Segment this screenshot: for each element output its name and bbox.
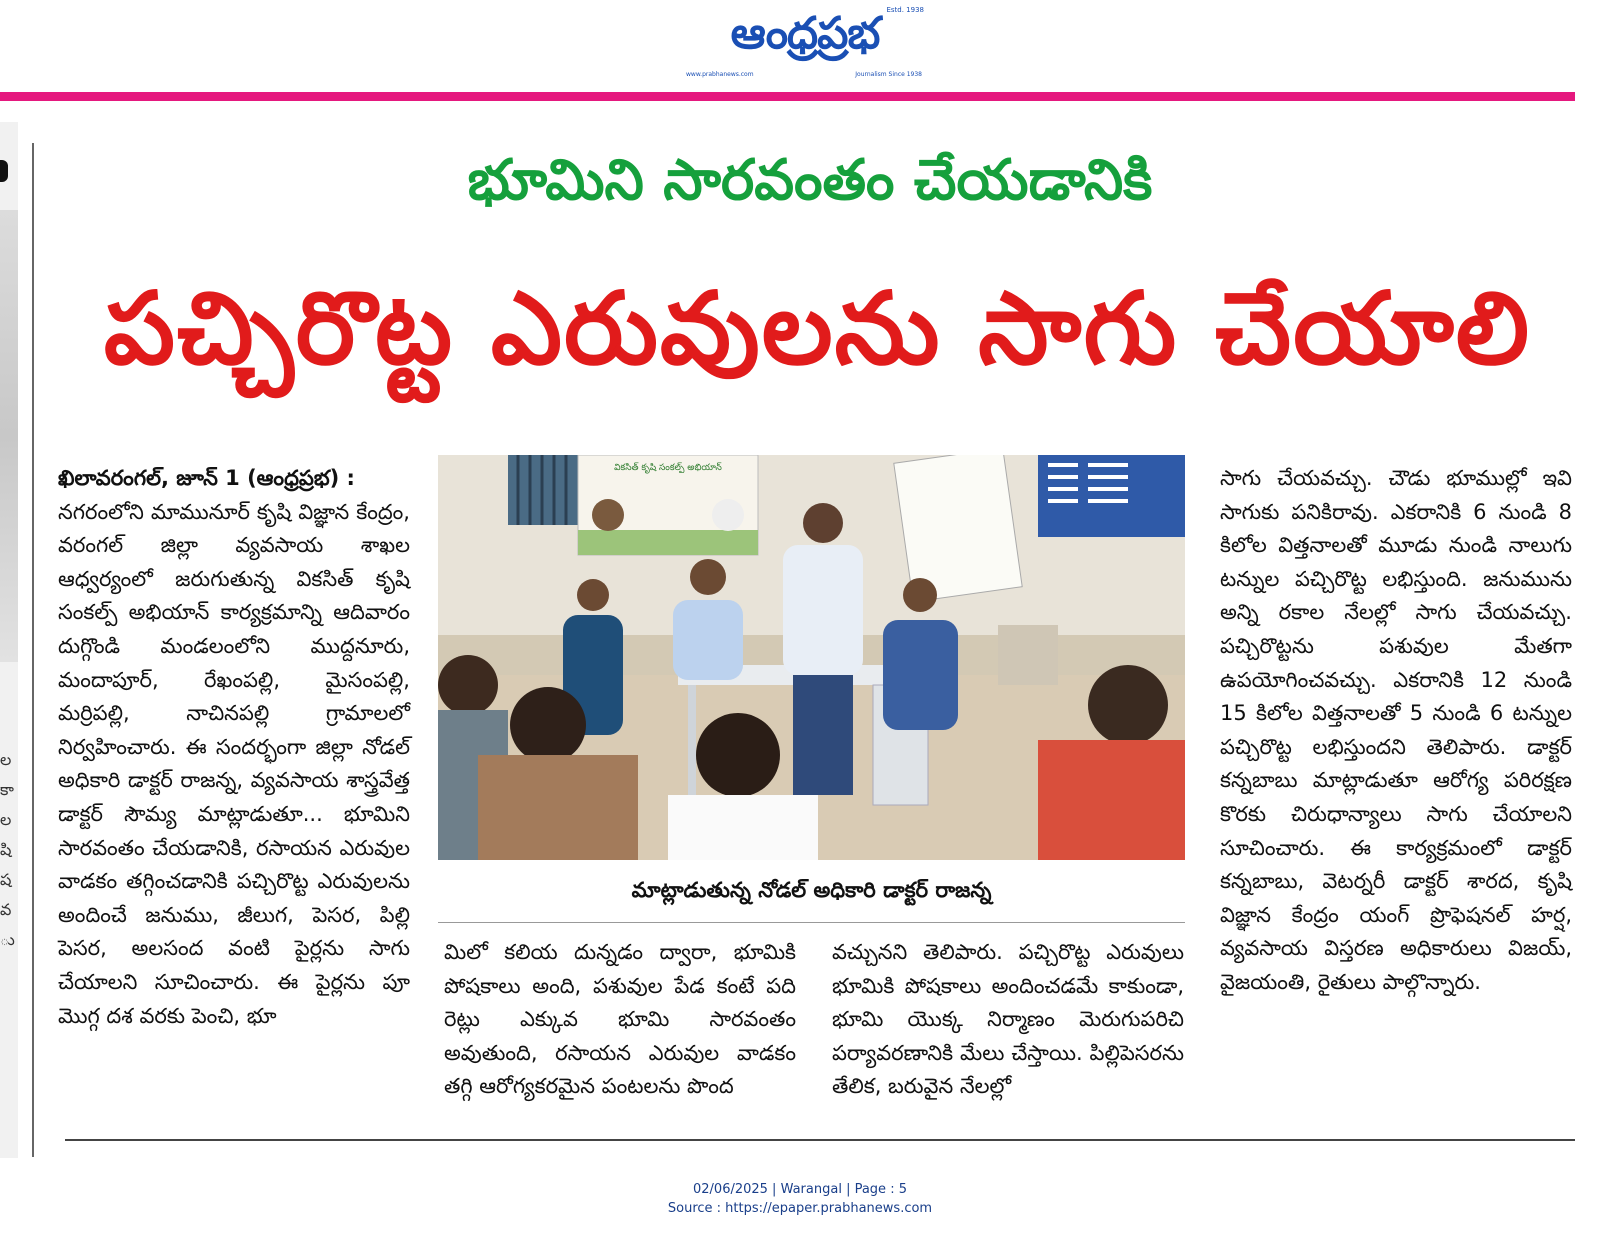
article-column-2: [444, 936, 796, 1104]
article-bottom-rule: [65, 1139, 1575, 1141]
column-rule: [32, 143, 34, 1157]
adjacent-char: ు: [0, 930, 15, 949]
photo-caption: మాట్లాడుతున్న నోడల్ అధికారి డాక్టర్ రాజన్న: [631, 878, 992, 902]
article-column-4: [1220, 462, 1572, 1000]
article-text: సాగు చేయవచ్చు. చౌడు భూముల్లో ఇవి సాగుకు పనికిరావు. ఎకరానికి 6 నుండి 8 కిలోల విత్తనాలతో మూడు నుండి నాలుగు టన్నుల పచ్చిరొట్ట లభిస్తుంది. జనుమును అన్ని రకాల నేలల్లో సాగు చేయవచ్చు. పచ్చిరొట్టను పశువుల మేతగా ఉపయోగించవచ్చు. ఎకరానికి 12 నుండి 15 కిలోల విత్తనాలతో 5 నుండి 6 టన్నుల పచ్చిరొట్ట లభిస్తుందని తెలిపారు. డాక్టర్ కన్నబాబు మాట్లాడుతూ ఆరోగ్య పరిరక్షణ కొరకు చిరుధాన్యాలు సాగు చేయాలని సూచించారు. ఈ కార్యక్రమంలో డాక్టర్ కన్నబాబు, వెటర్నరీ డాక్టర్ శారద, కృషి విజ్ఞాన కేంద్రం యంగ్ ప్రొఫెషనల్ హర్ష, వ్యవసాయ విస్తరణ అధికారులు విజయ్, వైజయంతి, రైతులు పాల్గొన్నారు.: [1220, 466, 1572, 994]
logo-estd: Estd. 1938: [886, 6, 924, 14]
adjacent-article-text: [0, 745, 18, 955]
article-subheadline: భూమిని సారవంతం చేయడానికి: [467, 148, 1153, 213]
article-text: మిలో కలియ దున్నడం ద్వారా, భూమికి పోషకాలు అంది, పశువుల పేడ కంటే పది రెట్లు ఎక్కువ భూమి సారవంతం అవుతుంది, రసాయన ఎరువుల వాడకం తగ్గి ఆరోగ్యకరమైన పంటలను పొంద: [444, 940, 796, 1099]
adjacent-article-mark: [0, 160, 8, 182]
logo-text: ఆంధ్రప్రభ: [730, 8, 880, 59]
adjacent-char: ల: [0, 750, 12, 769]
article-column-1: [58, 462, 410, 1033]
masthead: [0, 0, 1600, 92]
article-text: వచ్చునని తెలిపారు. పచ్చిరొట్ట ఎరువులు భూమికి పోషకాలు అందించడమే కాకుండా, భూమి యొక్క నిర్మాణం మెరుగుపరిచి పర్యావరణానికి మేలు చేస్తాయి. పిల్లిపెసరను తేలిక, బరువైన నేలల్లో: [832, 940, 1184, 1099]
caption-rule: [438, 922, 1185, 923]
photo-banner-text: వికసిత్ కృషి సంకల్ప్ అభియాన్: [614, 463, 722, 473]
newspaper-logo: [680, 6, 930, 78]
adjacent-char: ల: [0, 810, 12, 829]
page-footer: [0, 1180, 1600, 1218]
logo-website: www.prabhanews.com: [686, 71, 754, 78]
adjacent-char: షి: [0, 840, 12, 859]
adjacent-char: వ: [0, 900, 12, 919]
logo-since: Journalism Since 1938: [855, 71, 922, 78]
adjacent-char: ష: [0, 870, 12, 889]
article-photo: [438, 455, 1185, 860]
adjacent-article-photo: [0, 210, 18, 662]
adjacent-char: కా: [0, 780, 14, 799]
article-headline: పచ్చిరొట్ట ఎరువులను సాగు చేయాలి: [103, 270, 1532, 387]
footer-edition-info: 02/06/2025 | Warangal | Page : 5: [693, 1182, 907, 1197]
article-column-3: [832, 936, 1184, 1104]
footer-source-link[interactable]: Source : https://epaper.prabhanews.com: [667, 1201, 933, 1216]
meeting-photo-illustration: [438, 455, 1185, 860]
article-dateline: ఖిలావరంగల్, జూన్ 1 (ఆంధ్రప్రభ) :: [58, 466, 355, 490]
masthead-divider: [0, 92, 1575, 101]
article-text: నగరంలోని మామునూర్ కృషి విజ్ఞాన కేంద్రం, వరంగల్ జిల్లా వ్యవసాయ శాఖల ఆధ్వర్యంలో జరుగుతున్న వికసిత్ కృషి సంకల్ప్ అభియాన్ కార్యక్రమాన్ని ఆదివారం దుగ్గొండి మండలంలోని ముద్దనూరు, మందాపూర్, రేఖంపల్లి, మైసంపల్లి, మర్రిపల్లి, నాచినపల్లి గ్రామాలలో నిర్వహించారు. ఈ సందర్భంగా జిల్లా నోడల్ అధికారి డాక్టర్ రాజన్న, వ్యవసాయ శాస్త్రవేత్త డాక్టర్ సౌమ్య మాట్లాడుతూ... భూమిని సారవంతం చేయడానికి, రసాయన ఎరువుల వాడకం తగ్గించడానికి పచ్చిరొట్ట ఎరువులను అందించే జనుము, జీలుగ, పెసర, పిల్లి పెసర, అలసంద వంటి పైర్లను సాగు చేయాలని సూచించారు. ఈ పైర్లను పూ మొగ్గ దశ వరకు పెంచి, భూ: [58, 499, 410, 1028]
